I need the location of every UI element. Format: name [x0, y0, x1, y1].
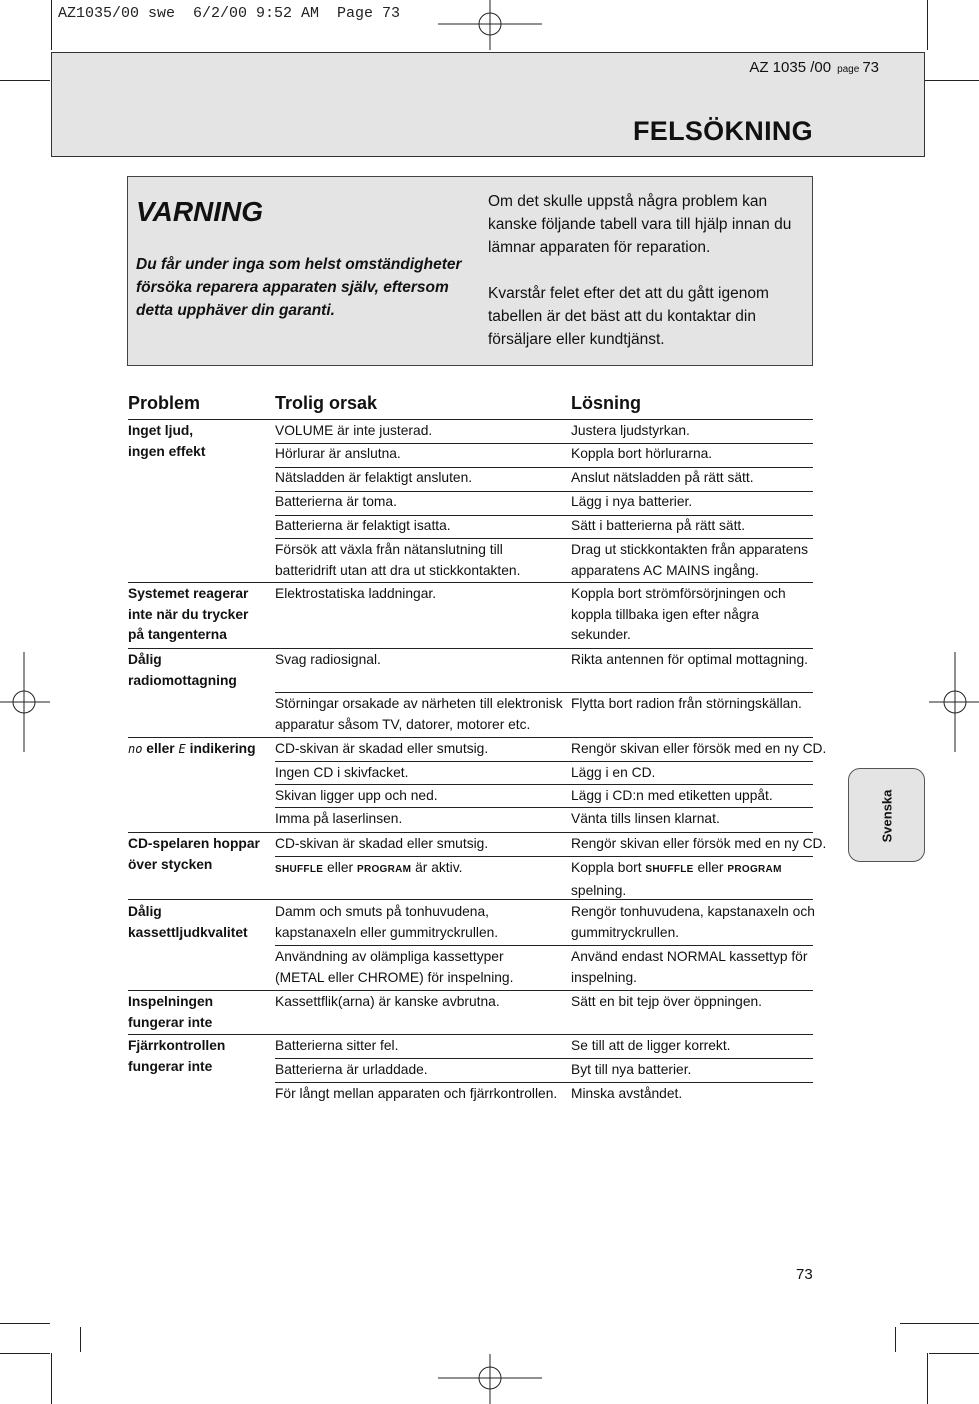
problem-cell: [128, 421, 276, 462]
cause-cell: Hörlurar är anslutna.: [275, 446, 401, 461]
problem-line: radiomottagning: [128, 672, 237, 688]
solution-cell: Flytta bort radion från störningskällan.: [571, 696, 802, 711]
solution-line: Rengör tonhuvudena, kapstanaxeln och: [571, 904, 815, 919]
display-e-symbol: E: [178, 742, 186, 756]
mode-name: SHUFFLE: [645, 864, 694, 875]
problem-line: inte när du trycker: [128, 606, 249, 622]
table-rule: [275, 761, 813, 762]
problem-line: Inget ljud,: [128, 423, 194, 438]
solution-cell: Vänta tills linsen klarnat.: [571, 811, 720, 826]
cause-line: batteridrift utan att dra ut stickkontakten.: [275, 562, 521, 578]
crop-mark: [927, 1353, 928, 1404]
solution-line: apparatens AC MAINS ingång.: [571, 562, 759, 578]
mode-name: PROGRAM: [356, 864, 412, 875]
table-rule: [128, 419, 813, 420]
table-rule: [275, 538, 813, 539]
solution-cell: Lägg i nya batterier.: [571, 494, 693, 509]
cause-cell: Kassettflik(arna) är kanske avbrutna.: [275, 994, 500, 1009]
cause-cell: VOLUME är inte justerad.: [275, 423, 433, 438]
solution-cell: [571, 947, 807, 988]
mode-name: PROGRAM: [727, 864, 782, 875]
table-rule: [275, 784, 813, 785]
crop-mark: [0, 80, 50, 81]
solution-cell: Minska avståndet.: [571, 1086, 683, 1101]
warning-title: VARNING: [136, 196, 264, 227]
table-rule: [128, 832, 813, 833]
solution-cell: Se till att de ligger korrekt.: [571, 1038, 731, 1053]
crop-mark: [51, 1353, 52, 1404]
registration-mark: [0, 652, 50, 752]
registration-mark: [929, 652, 979, 752]
crop-mark: [929, 1353, 979, 1354]
cause-cell: [275, 694, 563, 735]
solution-cell: Rengör skivan eller försök med en ny CD.: [571, 741, 827, 756]
problem-line: kassettljudkvalitet: [128, 924, 248, 940]
solution-line: inspelning.: [571, 969, 637, 985]
solution-text: Koppla bort: [571, 860, 646, 875]
cause-cell: [275, 540, 520, 581]
solution-cell: Rikta antennen för optimal mottagning.: [571, 652, 808, 667]
problem-cell: [128, 650, 276, 691]
solution-cell: Rengör skivan eller försök med en ny CD.: [571, 836, 827, 851]
cause-line: Försök att växla från nätanslutning till: [275, 542, 503, 557]
problem-cell: [128, 834, 276, 875]
column-header-problem: Problem: [128, 393, 201, 413]
problem-line: CD-spelaren hoppar: [128, 836, 260, 851]
problem-line: fungerar inte: [128, 1014, 213, 1030]
table-rule: [128, 648, 813, 649]
problem-line: Dålig: [128, 652, 162, 667]
cause-cell: Imma på laserlinsen.: [275, 811, 403, 826]
solution-cell: Sätt i batterierna på rätt sätt.: [571, 518, 746, 533]
language-label: Svenska: [879, 789, 895, 843]
table-rule: [128, 990, 813, 991]
solution-line: [571, 858, 782, 881]
solution-cell: Anslut nätsladden på rätt sätt.: [571, 470, 754, 485]
solution-cell: Lägg i CD:n med etiketten uppåt.: [571, 788, 773, 803]
intro-text: [488, 190, 808, 374]
cause-cell: Ingen CD i skivfacket.: [275, 765, 409, 780]
crop-mark: [51, 0, 52, 50]
model-number: AZ 1035 /00: [749, 59, 832, 76]
solution-cell: Koppla bort hörlurarna.: [571, 446, 713, 461]
problem-word: eller: [146, 741, 175, 756]
page-word: page: [837, 64, 860, 75]
cause-cell: [275, 902, 498, 943]
cause-text: är aktiv.: [411, 860, 463, 875]
cause-cell: För långt mellan apparaten och fjärrkontrollen.: [275, 1086, 558, 1101]
problem-cell: [128, 992, 276, 1033]
cause-cell: CD-skivan är skadad eller smutsig.: [275, 836, 489, 851]
problem-line: Dålig: [128, 904, 162, 919]
solution-line: gummitryckrullen.: [571, 924, 680, 940]
cause-cell: [275, 858, 462, 881]
registration-mark: [438, 0, 542, 50]
warning-text: Du får under inga som helst omständigheter försöka reparera apparaten själv, eftersom detta upphäver din garanti.: [136, 256, 462, 319]
solution-line: sekunder.: [571, 627, 631, 642]
table-rule: [275, 856, 813, 857]
crop-mark: [927, 0, 928, 50]
problem-line: Systemet reagerar: [128, 586, 249, 601]
crop-mark: [895, 1327, 896, 1352]
cause-cell: CD-skivan är skadad eller smutsig.: [275, 741, 489, 756]
crop-mark: [900, 1323, 979, 1324]
language-tab: [848, 768, 925, 862]
solution-line: Koppla bort strömförsörjningen och: [571, 586, 786, 601]
table-rule: [128, 582, 813, 583]
cause-cell: Elektrostatiska laddningar.: [275, 586, 437, 601]
solution-cell: [571, 540, 808, 581]
cause-cell: Skivan ligger upp och ned.: [275, 788, 438, 803]
table-rule: [275, 807, 813, 808]
cause-cell: Batterierna är felaktigt isatta.: [275, 518, 451, 533]
page-number: 73: [796, 1266, 813, 1283]
solution-cell: Byt till nya batterier.: [571, 1062, 692, 1077]
cause-line: Användning av olämpliga kassettyper: [275, 949, 504, 964]
table-rule: [275, 692, 813, 693]
column-header-solution: Lösning: [571, 393, 641, 413]
crop-mark: [0, 1323, 50, 1324]
cause-cell: Batterierna sitter fel.: [275, 1038, 399, 1053]
cause-cell: Batterierna är urladdade.: [275, 1062, 428, 1077]
column-header-cause: Trolig orsak: [275, 393, 378, 413]
problem-cell: [128, 739, 278, 760]
solution-cell: Lägg i en CD.: [571, 765, 656, 780]
cause-line: Damm och smuts på tonhuvudena,: [275, 904, 489, 919]
cause-cell: Batterierna är toma.: [275, 494, 397, 509]
problem-line: på tangenterna: [128, 627, 227, 642]
intro-paragraph: Kvarstår felet efter det att du gått igenom tabellen är det bäst att du kontaktar din försäljare eller kundtjänst.: [488, 285, 769, 348]
solution-cell: Sätt en bit tejp över öppningen.: [571, 994, 762, 1009]
cause-line: (METAL eller CHROME) för inspelning.: [275, 969, 514, 985]
table-rule: [275, 945, 813, 946]
solution-cell: [571, 584, 786, 646]
model-reference: [749, 59, 879, 76]
table-rule: [275, 1082, 813, 1083]
cause-cell: Svag radiosignal.: [275, 652, 381, 667]
crop-mark: [80, 1327, 81, 1352]
cause-cell: Nätsladden är felaktigt ansluten.: [275, 470, 473, 485]
cause-text: eller: [323, 860, 357, 875]
solution-cell: [571, 902, 815, 943]
solution-line: Drag ut stickkontakten från apparatens: [571, 542, 808, 557]
solution-cell: [571, 858, 782, 901]
display-no-symbol: no: [128, 742, 143, 756]
table-rule: [128, 1034, 813, 1035]
problem-line: över stycken: [128, 856, 213, 872]
cause-line: apparatur såsom TV, datorer, motorer etc.: [275, 716, 531, 732]
solution-line: Använd endast NORMAL kassettyp för: [571, 949, 808, 964]
solution-line: koppla tillbaka igen efter några: [571, 606, 759, 622]
problem-line: ingen effekt: [128, 443, 206, 459]
table-rule: [128, 737, 813, 738]
problem-cell: [128, 902, 276, 943]
solution-cell: Justera ljudstyrkan.: [571, 423, 690, 438]
page-title: FELSÖKNING: [632, 116, 813, 146]
intro-paragraph: Om det skulle uppstå några problem kan kanske följande tabell vara till hjälp innan du lämnar apparaten för reparation.: [488, 193, 792, 256]
registration-mark: [438, 1354, 542, 1404]
problem-line: Fjärrkontrollen: [128, 1038, 226, 1053]
header-page-number: 73: [862, 59, 879, 76]
problem-line: fungerar inte: [128, 1058, 213, 1074]
solution-text: eller: [693, 860, 728, 875]
problem-line: Inspelningen: [128, 994, 214, 1009]
cause-line: kapstanaxeln eller gummitryckrullen.: [275, 924, 499, 940]
printer-slug: AZ1035/00 swe 6/2/00 9:52 AM Page 73: [58, 5, 401, 22]
problem-cell: [128, 1036, 276, 1077]
mode-name: SHUFFLE: [275, 864, 324, 875]
table-rule: [275, 1058, 813, 1059]
crop-mark: [0, 1353, 50, 1354]
problem-word: indikering: [189, 741, 256, 756]
cause-line: Störningar orsakade av närheten till elektronisk: [275, 696, 563, 711]
problem-cell: [128, 584, 276, 646]
cause-cell: [275, 947, 513, 988]
solution-line: spelning.: [571, 882, 627, 898]
